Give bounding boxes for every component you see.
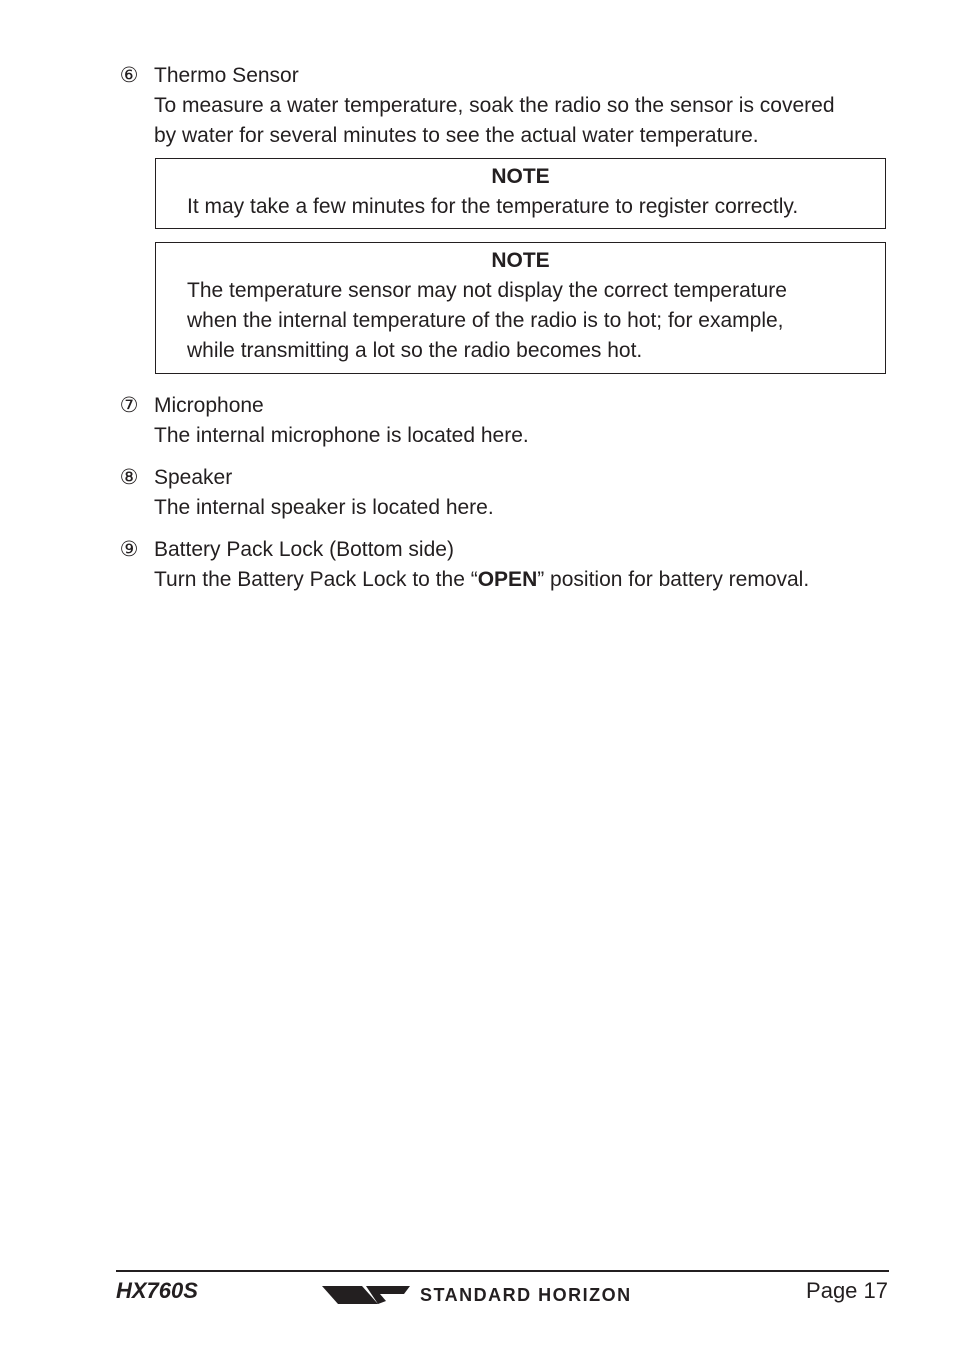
- item-number: ⑦: [119, 394, 139, 417]
- text-pre: Turn the Battery Pack Lock to the “: [154, 568, 478, 591]
- brand-logo: [322, 1280, 632, 1310]
- note-text-line: The temperature sensor may not display the correct temperature: [187, 279, 787, 302]
- item-title: Microphone: [154, 394, 264, 417]
- item-text-line: To measure a water temperature, soak the radio so the sensor is covered: [154, 94, 835, 117]
- item-title: Battery Pack Lock (Bottom side): [154, 538, 454, 561]
- item-text-line: [154, 565, 896, 595]
- note-box: [155, 242, 886, 374]
- list-item-thermo-sensor: [116, 61, 896, 151]
- note-title: NOTE: [491, 165, 550, 188]
- list-item-battery-pack-lock: [116, 535, 896, 595]
- footer-rule: [116, 1270, 889, 1272]
- item-number: ⑧: [119, 466, 139, 489]
- text-post: ” position for battery removal.: [537, 568, 810, 591]
- brand-name: STANDARD HORIZON: [420, 1284, 632, 1305]
- note-text-line: It may take a few minutes for the temperature to register correctly.: [187, 195, 799, 218]
- item-number: ⑥: [119, 64, 139, 87]
- brand-wing-icon: [322, 1283, 410, 1307]
- note-title: NOTE: [491, 249, 550, 272]
- note-text-line: while transmitting a lot so the radio becomes hot.: [187, 339, 643, 362]
- note-text-line: when the internal temperature of the radio is to hot; for example,: [187, 309, 784, 332]
- item-number: ⑨: [119, 538, 139, 561]
- list-item-microphone: [116, 391, 896, 451]
- note-box: [155, 158, 886, 229]
- page-number: Page 17: [806, 1278, 888, 1303]
- item-title: Thermo Sensor: [154, 64, 299, 87]
- list-item-speaker: [116, 463, 896, 523]
- item-title: Speaker: [154, 466, 233, 489]
- item-text-line: The internal speaker is located here.: [154, 496, 494, 519]
- model-name: HX760S: [116, 1278, 198, 1303]
- open-label: OPEN: [477, 568, 538, 591]
- item-text-line: The internal microphone is located here.: [154, 424, 529, 447]
- item-text-line: by water for several minutes to see the actual water temperature.: [154, 124, 759, 147]
